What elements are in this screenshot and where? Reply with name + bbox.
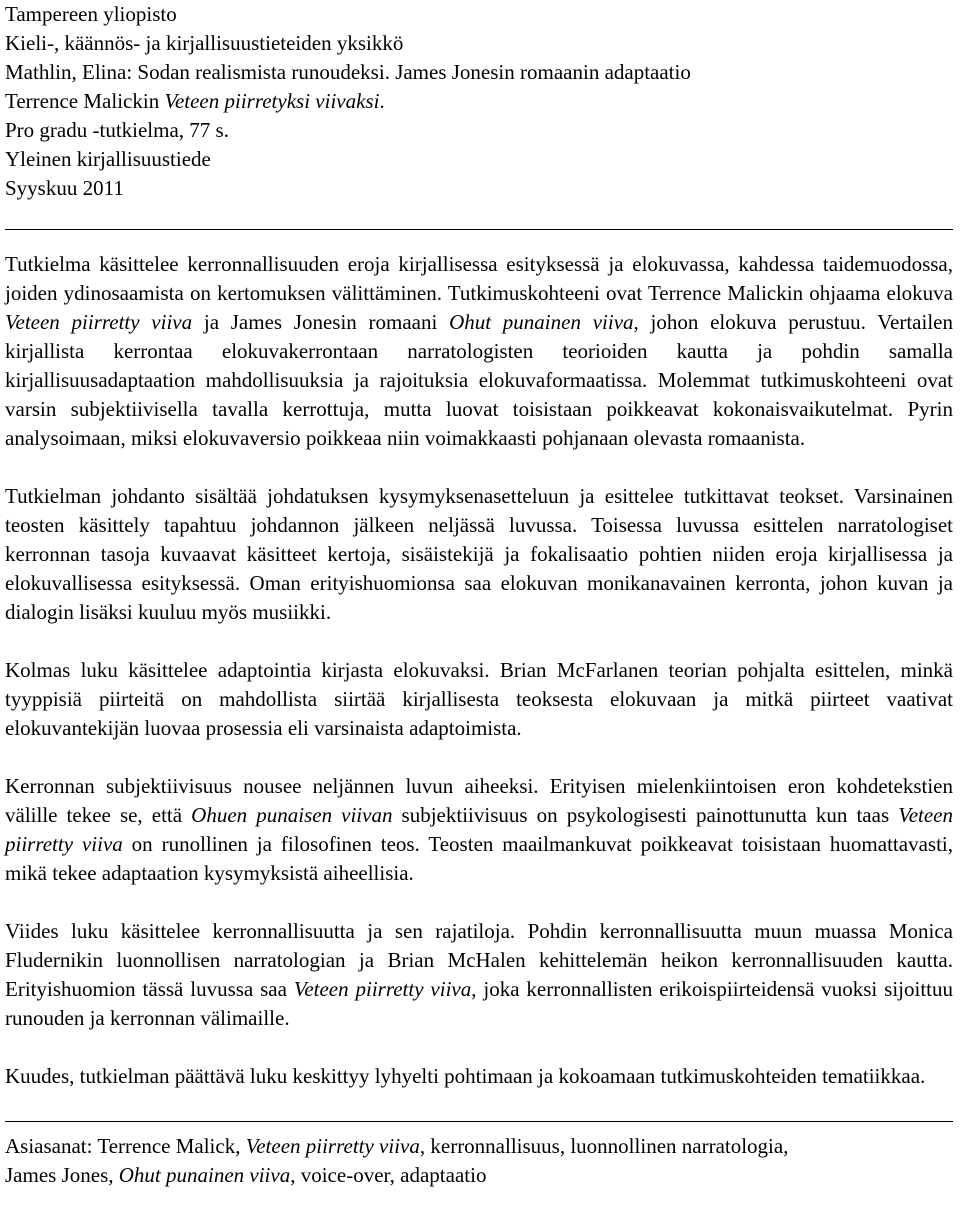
- p1-text-2: ja James Jonesin romaani: [192, 310, 450, 334]
- university-name: Tampereen yliopisto: [5, 2, 177, 26]
- thesis-title-line-1: Mathlin, Elina: Sodan realismista runoudeksi. James Jonesin romaanin adaptaatio: [5, 60, 691, 84]
- abstract-paragraph-5: [5, 917, 953, 1033]
- thesis-type: Pro gradu -tutkielma, 77 s.: [5, 118, 229, 142]
- p4-novel-title: Ohuen punaisen viivan: [191, 803, 393, 827]
- p1-film-title: Veteen piirretty viiva: [5, 310, 193, 334]
- keywords: [5, 1132, 953, 1190]
- thesis-header: [5, 0, 953, 203]
- keywords-text-4: , voice-over, adaptaatio: [290, 1163, 487, 1187]
- p4-text-2: subjektiivisuus on psykologisesti painottunutta kun taas: [392, 803, 899, 827]
- p5-text-2: , joka kerronnallisten erikoispiirteidensä vuoksi sijoittuu runouden ja kerronnan välimaille.: [5, 977, 953, 1030]
- thesis-date: Syyskuu 2011: [5, 176, 124, 200]
- subject-name: Yleinen kirjallisuustiede: [5, 147, 211, 171]
- title-line-2-end: .: [379, 89, 385, 113]
- abstract-body: [5, 250, 953, 1091]
- p1-text-1: Tutkielma käsittelee kerronnallisuuden eroja kirjallisessa esityksessä ja elokuvassa, kahdessa taidemuodossa, joiden ydinosaamista on kertomuksen välittäminen. Tutkimuskohteeni ovat Terrence Malickin ohjaama elokuva: [5, 252, 953, 305]
- thesis-title-line-2: [5, 87, 953, 116]
- p5-film-title: Veteen piirretty viiva: [293, 977, 472, 1001]
- p4-film-title: Veteen piirretty viiva: [5, 803, 953, 856]
- unit-name: Kieli-, käännös- ja kirjallisuustieteiden yksikkö: [5, 31, 404, 55]
- document-content: [5, 0, 953, 1190]
- keywords-text-2: , kerronnallisuus, luonnollinen narratologia,: [419, 1134, 789, 1158]
- abstract-paragraph-3: Kolmas luku käsittelee adaptointia kirjasta elokuvaksi. Brian McFarlanen teorian pohjalta esittelen, minkä tyyppisiä piirteitä on mahdollista siirtää kirjallisesta teoksesta elokuvaan ja mitkä piirteet vaativat elokuvantekijän luovaa prosessia eli varsinaista adaptoimista.: [5, 658, 953, 740]
- p4-text-3: on runollinen ja filosofinen teos. Teosten maailmankuvat poikkeavat toisistaan huomattavasti, mikä tekee adaptaation kysymyksistä aiheellisia.: [5, 832, 953, 885]
- keywords-novel-title: Ohut punainen viiva: [118, 1163, 291, 1187]
- keywords-text-3: James Jones,: [5, 1163, 119, 1187]
- abstract-paragraph-1: [5, 250, 953, 453]
- p1-text-3: , johon elokuva perustuu. Vertailen kirjallista kerrontaa elokuvakerrontaan narratologisten teorioiden kautta ja pohdin samalla kirjallisuusadaptaation mahdollisuuksia ja rajoituksia elokuvaformaatissa. Molemmat tutkimuskohteeni ovat varsin subjektiivisella tavalla kerrottuja, mutta luovat toisistaan poikkeavat kokonaisvaikutelmat. Pyrin analysoimaan, miksi elokuvaversio poikkeaa niin voimakkaasti pohjanaan olevasta romaanista.: [5, 310, 953, 450]
- abstract-paragraph-6: Kuudes, tutkielman päättävä luku keskittyy lyhyelti pohtimaan ja kokoamaan tutkimuskohteiden tematiikkaa.: [5, 1064, 926, 1088]
- p1-novel-title: Ohut punainen viiva: [449, 310, 634, 334]
- title-film-name: Veteen piirretyksi viivaksi: [164, 89, 380, 113]
- title-line-2-start: Terrence Malickin: [5, 89, 165, 113]
- abstract-paragraph-4: [5, 772, 953, 888]
- keywords-film-title: Veteen piirretty viiva: [245, 1134, 420, 1158]
- abstract-paragraph-2: Tutkielman johdanto sisältää johdatuksen kysymyksenasetteluun ja esittelee tutkittavat teokset. Varsinainen teosten käsittely tapahtuu johdannon jälkeen neljässä luvussa. Toisessa luvussa esittelen narratologiset kerronnan tasoja kuvaavat käsitteet kertoja, sisäistekijä ja fokalisaatio pohtien niiden eroja kirjallisessa ja elokuvallisessa esityksessä. Oman erityishuomionsa saa elokuvan monikanavainen kerronta, johon kuvan ja dialogin lisäksi kuuluu myös musiikki.: [5, 484, 953, 624]
- keywords-text-1: Asiasanat: Terrence Malick,: [5, 1134, 246, 1158]
- bottom-divider: [5, 1121, 953, 1122]
- p5-text-1: Viides luku käsittelee kerronnallisuutta ja sen rajatiloja. Pohdin kerronnallisuutta muun muassa Monica Fludernikin luonnollisen narratologian ja Brian McHalen kehittelemän heikon kerronnallisuuden kautta. Erityishuomion tässä luvussa saa: [5, 919, 953, 1001]
- top-divider: [5, 229, 953, 230]
- p4-text-1: Kerronnan subjektiivisuus nousee neljännen luvun aiheeksi. Erityisen mielenkiintoisen eron kohdetekstien välille tekee se, että: [5, 774, 953, 827]
